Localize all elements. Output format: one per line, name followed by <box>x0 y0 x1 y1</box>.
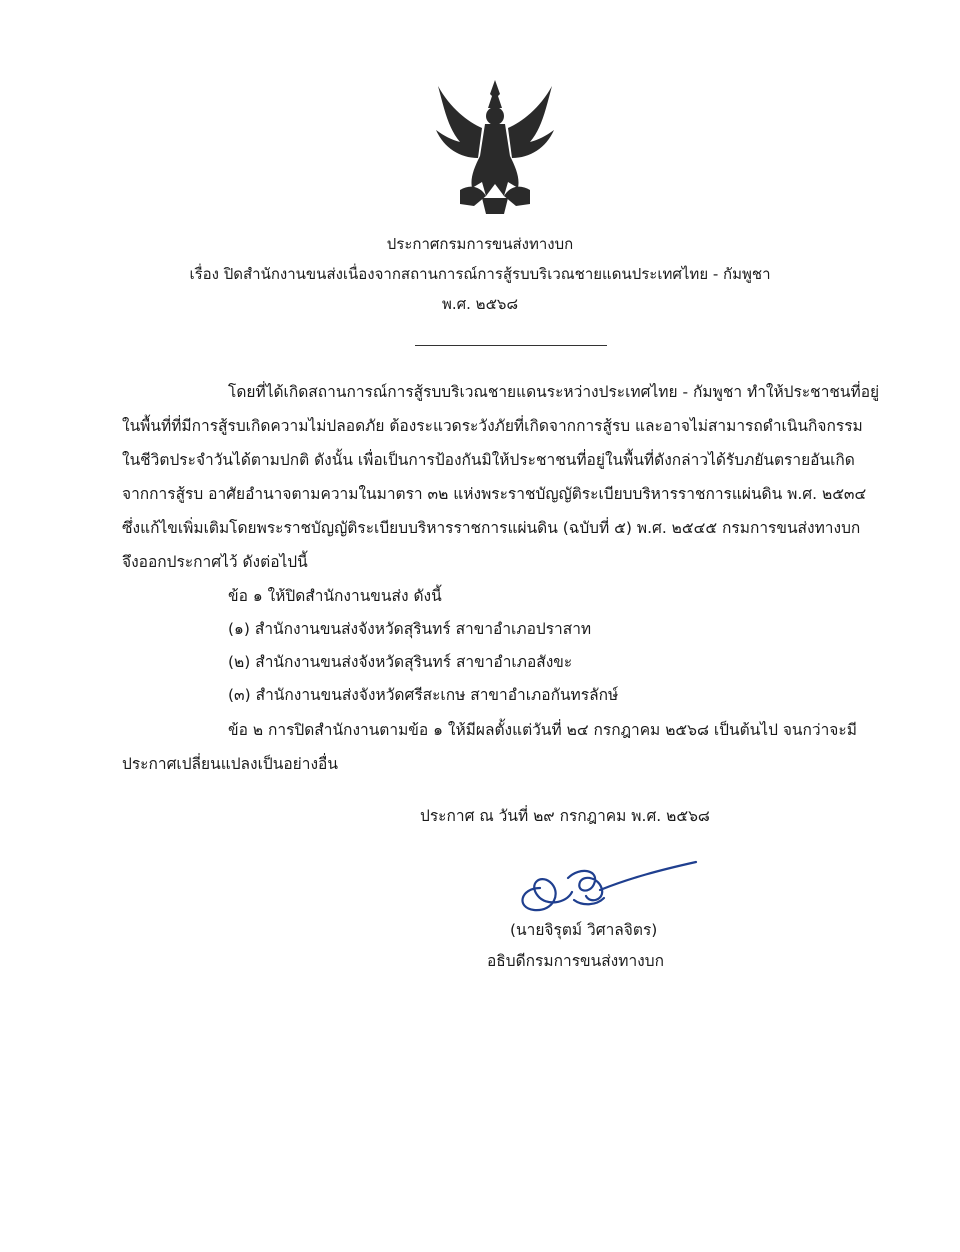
preamble-line: ในพื้นที่ที่มีการสู้รบเกิดความไม่ปลอดภัย ต้องระแวดระวังภัยที่เกิดจากการสู้รบ และอาจไม่สามารถดำเนินกิจกรรม <box>122 417 863 435</box>
signer-title: อธิบดีกรมการขนส่งทางบก <box>487 952 664 970</box>
clause-2-line: ข้อ ๒ การปิดสำนักงานตามข้อ ๑ ให้มีผลตั้งแต่วันที่ ๒๔ กรกฎาคม ๒๕๖๘ เป็นต้นไป จนกว่าจะมี <box>228 721 857 739</box>
signer-name: (นายจิรุตม์ วิศาลจิตร) <box>510 921 658 939</box>
office-item: (๑) สำนักงานขนส่งจังหวัดสุรินทร์ สาขาอำเภอปราสาท <box>228 620 592 638</box>
clause-2-line: ประกาศเปลี่ยนแปลงเป็นอย่างอื่น <box>122 755 338 773</box>
preamble-line: ในชีวิตประจำวันได้ตามปกติ ดังนั้น เพื่อเป็นการป้องกันมิให้ประชาชนที่อยู่ในพื้นที่ดังกล่าวได้รับภยันตรายอันเกิด <box>122 451 855 469</box>
office-item: (๒) สำนักงานขนส่งจังหวัดสุรินทร์ สาขาอำเภอสังขะ <box>228 653 573 671</box>
year-line: พ.ศ. ๒๕๖๘ <box>441 295 519 313</box>
garuda-emblem-icon <box>430 78 560 216</box>
date-line: ประกาศ ณ วันที่ ๒๙ กรกฎาคม พ.ศ. ๒๕๖๘ <box>420 807 710 825</box>
preamble-line: ซึ่งแก้ไขเพิ่มเติมโดยพระราชบัญญัติระเบียบบริหารราชการแผ่นดิน (ฉบับที่ ๕) พ.ศ. ๒๕๔๕ กรมการขนส่งทางบก <box>122 519 861 537</box>
preamble-line: จึงออกประกาศไว้ ดังต่อไปนี้ <box>122 553 308 571</box>
preamble-line: โดยที่ได้เกิดสถานการณ์การสู้รบบริเวณชายแดนระหว่างประเทศไทย - กัมพูชา ทำให้ประชาชนที่อยู่ <box>228 383 880 401</box>
subject-line: เรื่อง ปิดสำนักงานขนส่งเนื่องจากสถานการณ์การสู้รบบริเวณชายแดนประเทศไทย - กัมพูชา <box>189 265 771 283</box>
office-item: (๓) สำนักงานขนส่งจังหวัดศรีสะเกษ สาขาอำเภอกันทรลักษ์ <box>228 686 619 704</box>
issuer-line: ประกาศกรมการขนส่งทางบก <box>386 235 574 253</box>
signature-icon <box>510 848 700 918</box>
clause-1: ข้อ ๑ ให้ปิดสำนักงานขนส่ง ดังนี้ <box>228 587 442 605</box>
divider <box>415 345 607 346</box>
preamble-line: จากการสู้รบ อาศัยอำนาจตามความในมาตรา ๓๒ แห่งพระราชบัญญัติระเบียบบริหารราชการแผ่นดิน พ.ศ. ๒๕๓๔ <box>122 485 867 503</box>
